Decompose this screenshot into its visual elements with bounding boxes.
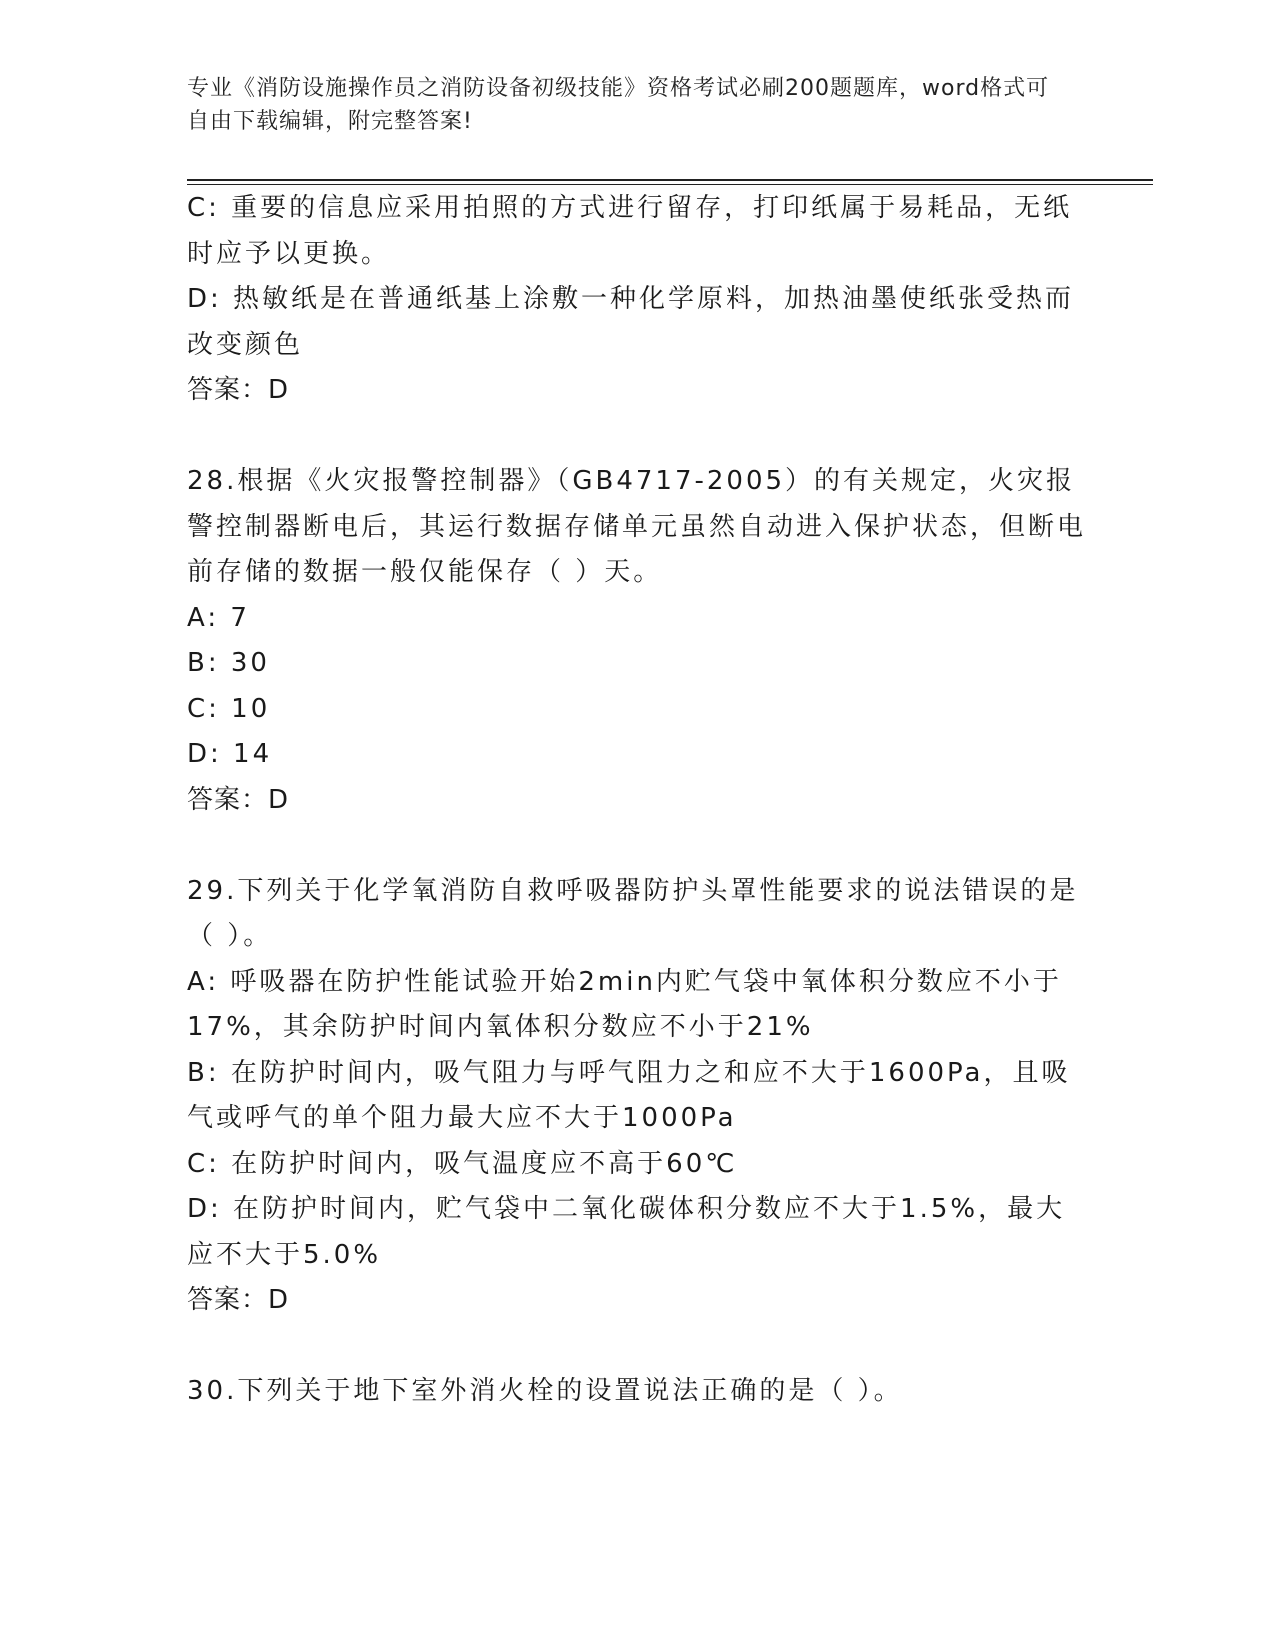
spacer [187, 1324, 1087, 1370]
carryover-answer: 答案：D [187, 375, 290, 405]
question-28-answer: 答案：D [187, 784, 290, 815]
question-28-option-d: D: 14 [187, 739, 273, 769]
question-28-option-a: A: 7 [187, 602, 250, 633]
question-content [187, 186, 1087, 1415]
carryover-option-c: C: 重要的信息应采用拍照的方式进行留存，打印纸属于易耗品，无纸时应予以更换。 [187, 193, 1073, 269]
question-29-option-b: B: 在防护时间内，吸气阻力与呼气阻力之和应不大于1600Pa，且吸气或呼气的单个阻力最大应不大于1000Pa [187, 1057, 1071, 1133]
question-29-option-d: D: 在防护时间内，贮气袋中二氧化碳体积分数应不大于1.5%，最大应不大于5.0% [187, 1194, 1066, 1270]
question-28-option-c: C: 10 [187, 693, 271, 724]
spacer [187, 414, 1087, 460]
question-29-answer: 答案：D [187, 1285, 290, 1315]
question-29-option-c: C: 在防护时间内，吸气温度应不高于60℃ [187, 1148, 738, 1179]
question-30-stem: 30.下列关于地下室外消火栓的设置说法正确的是（ ）。 [187, 1376, 903, 1406]
header-rule-thin [187, 184, 1153, 185]
spacer [187, 823, 1087, 869]
question-29-option-a: A: 呼吸器在防护性能试验开始2min内贮气袋中氧体积分数应不小于17%，其余防护时间内氧体积分数应不小于21% [187, 966, 1062, 1042]
question-28-stem: 28.根据《火灾报警控制器》（GB4717-2005）的有关规定，火灾报警控制器断电后，其运行数据存储单元虽然自动进入保护状态，但断电前存储的数据一般仅能保存（ ）天。 [187, 466, 1087, 587]
document-header: 专业《消防设施操作员之消防设备初级技能》资格考试必刷200题题库，word格式可自由下载编辑，附完整答案! [187, 76, 1050, 134]
carryover-option-d: D: 热敏纸是在普通纸基上涂敷一种化学原料，加热油墨使纸张受热而改变颜色 [187, 284, 1075, 360]
question-28-option-b: B: 30 [187, 648, 270, 678]
question-29-stem: 29.下列关于化学氧消防自救呼吸器防护头罩性能要求的说法错误的是（ ）。 [187, 875, 1079, 951]
header-rule-thick [187, 179, 1153, 181]
